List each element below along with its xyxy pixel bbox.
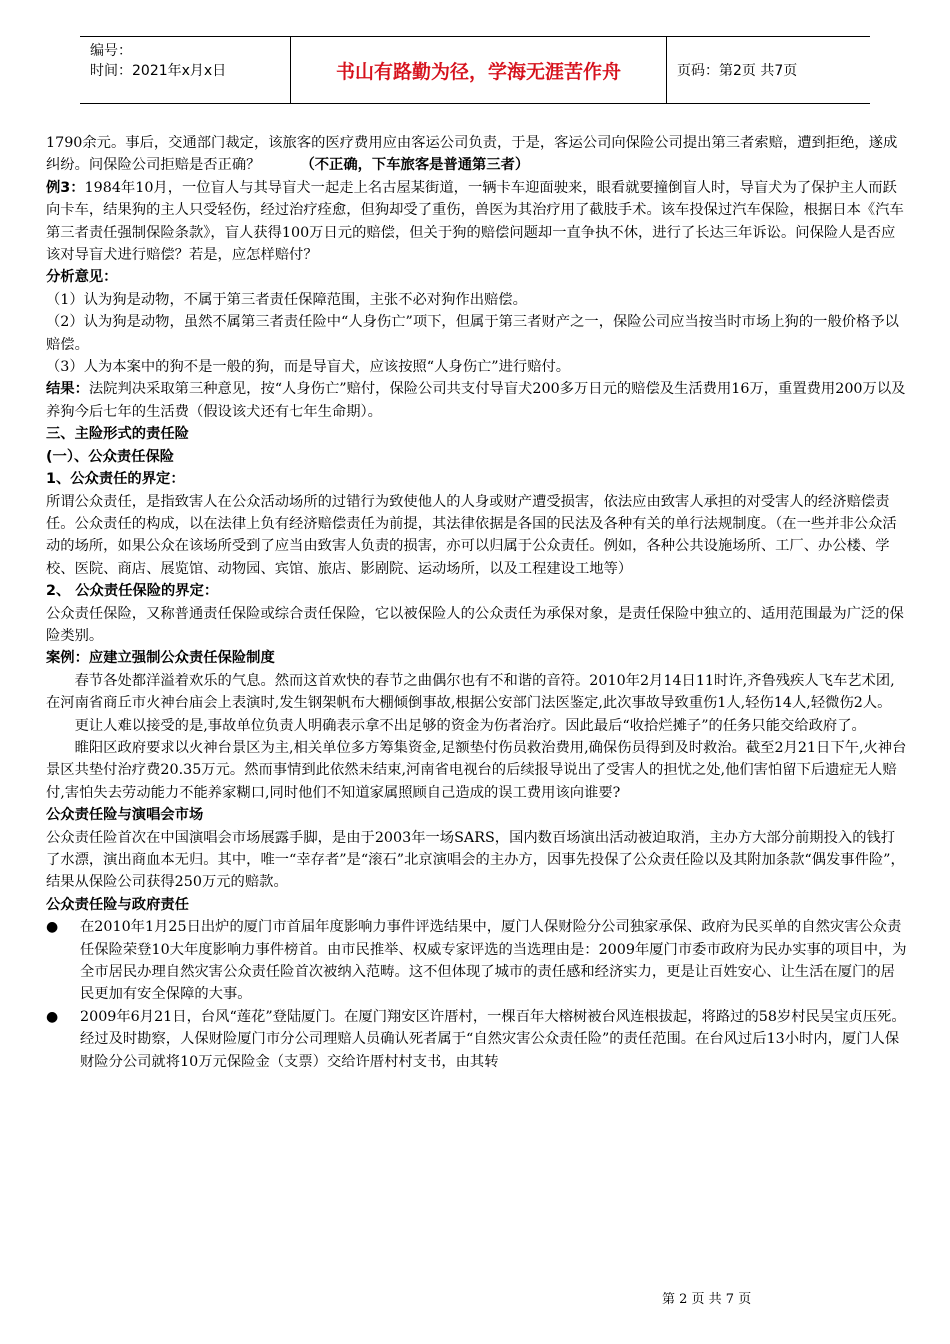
page-footer: 第 2 页 共 7 页 bbox=[662, 1292, 752, 1307]
case-paragraph-2: 更让人难以接受的是,事故单位负责人明确表示拿不出足够的资金为伤者治疗。因此最后“收拾烂摊子”的任务只能交给政府了。 bbox=[74, 717, 866, 734]
paragraph-public-liability-definition: 所谓公众责任，是指致害人在公众活动场所的过错行为致使他人的人身或财产遭受损害，依法应由致害人承担的对受害人的经济赔偿责任。公众责任的构成，以在法律上负有经济赔偿责任为前提，其法律依据是各国的民法及各种有关的单行法规制度。（在一些并非公众活动的场所，如果公众在该场所受到了应当由致害人负责的损害，亦可以归属于公众责任。例如，各种公共设施场所、工厂、办公楼、学校、医院、商店、展览馆、动物园、宾馆、旅店、影剧院、运动场所，以及工程建设工地等） bbox=[46, 493, 897, 577]
bullet-text: 2009年6月21日，台风“莲花”登陆厦门。在厦门翔安区许厝村，一棵百年大榕树被台风连根拔起，将路过的58岁村民吴宝贞压死。经过及时勘察，人保财险厦门市分公司理赔人员确认死者属于“自然灾害公众责任险”的责任范围。在台风过后13小时内，厦门人保财险分公司就将10万元保险金（支票）交给许厝村村支书，由其转 bbox=[80, 1008, 906, 1070]
header-page-number: 页码：第2页 共7页 bbox=[677, 63, 798, 79]
answer-note: （不正确，下车旅客是普通第三者） bbox=[300, 157, 530, 174]
heading-public-liability-definition: 1、公众责任的界定： bbox=[46, 471, 185, 488]
example-3-label: 例3： bbox=[46, 179, 85, 196]
bullet-item-2 bbox=[46, 1006, 908, 1073]
bullet-dot-icon: ● bbox=[46, 1008, 59, 1025]
result-label: 结果： bbox=[46, 381, 89, 398]
paragraph-example-3: 例3：1984年10月，一位盲人与其导盲犬一起走上名古屋某街道，一辆卡车迎面驶来，眼看就要撞倒盲人时，导盲犬为了保护主人而跃向卡车，结果狗的主人只受轻伤，经过治疗痊愈，但狗却受了重伤，兽医为其治疗用了截肢手术。该车投保过汽车保险，根据日本《汽车第三者责任强制保险条款》，盲人获得100万日元的赔偿，但关于狗的赔偿问题却一直争执不休，进行了长达三年诉讼。问保险人是否应该对导盲犬进行赔偿？若是，应怎样赔付？ bbox=[46, 179, 904, 264]
document-time-label: 时间：2021年x月x日 bbox=[90, 63, 227, 79]
case-paragraph-1: 春节各处都洋溢着欢乐的气息。然而这首欢快的春节之曲偶尔也有不和谐的音符。2010年2月14日11时许,齐鲁残疾人飞车艺术团,在河南省商丘市火神台庙会上表演时,发生钢架帆布大棚倾倒事故,根据公安部门法医鉴定,此次事故导致重伤1人,轻伤14人,轻微伤2人。 bbox=[46, 672, 895, 712]
case-heading: 案例：应建立强制公众责任保险制度 bbox=[46, 650, 275, 667]
header-motto: 书山有路勤为径，学海无涯苦作舟 bbox=[290, 37, 667, 103]
section-3-heading: 三、主险形式的责任险 bbox=[46, 426, 189, 443]
bullet-text: 在2010年1月25日出炉的厦门市首届年度影响力事件评选结果中，厦门人保财险分公司独家承保、政府为民买单的自然灾害公众责任保险荣登10大年度影响力事件榜首。由市民推举、权威专家评选的当选理由是：2009年厦门市委市政府为民办实事的项目中，为全市居民办理自然灾害公众责任险首次被纳入范畴。这不但体现了城市的责任感和经济实力，更是让百姓安心、让生活在厦门的居民更加有安全保障的大事。 bbox=[80, 919, 907, 1003]
subsection-1-heading: (一）、公众责任保险 bbox=[46, 448, 175, 465]
document-body bbox=[46, 132, 908, 1073]
case-paragraph-3: 睢阳区政府要求以火神台景区为主,相关单位多方筹集资金,足额垫付伤员救治费用,确保伤员得到及时救治。截至2月21日下午,火神台景区共垫付治疗费20.35万元。然而事情到此依然未结束,河南省电视台的后续报导说出了受害人的担忧之处,他们害怕留下后遗症无人赔付,害怕失去劳动能力不能养家糊口,同时他们不知道家属照顾自己造成的误工费用该向谁要? bbox=[46, 739, 907, 801]
paragraph-result: 结果：法院判决采取第三种意见，按“人身伤亡”赔付，保险公司共支付导盲犬200多万日元的赔偿及生活费用16万，重置费用200万以及养狗今后七年的生活费（假设该犬还有七年生命期）。 bbox=[46, 381, 906, 420]
concert-paragraph: 公众责任险首次在中国演唱会市场展露手脚，是由于2003年一场SARS，国内数百场演出活动被迫取消，主办方大部分前期投入的钱打了水漂，演出商血本无归。其中，唯一“幸存者”是“滚石”北京演唱会的主办方，因事先投保了公众责任险以及其附加条款“偶发事件险”，结果从保险公司获得250万元的赔款。 bbox=[46, 829, 905, 891]
bullet-dot-icon: ● bbox=[46, 919, 59, 936]
concert-heading: 公众责任险与演唱会市场 bbox=[46, 807, 204, 824]
opinion-3: （3）人为本案中的狗不是一般的狗，而是导盲犬，应该按照“人身伤亡”进行赔付。 bbox=[46, 359, 571, 376]
government-heading: 公众责任险与政府责任 bbox=[46, 896, 189, 913]
paragraph-case-continuation: 1790余元。事后，交通部门裁定，该旅客的医疗费用应由客运公司负责，于是，客运公司向保险公司提出第三者索赔，遭到拒绝，遂成纠纷。问保险公司拒赔是否正确？ （不正确，下车旅客是普通第三者） bbox=[46, 135, 898, 174]
analysis-heading: 分析意见： bbox=[46, 269, 118, 286]
document-number-label: 编号： bbox=[90, 43, 132, 59]
heading-public-liability-insurance-definition: 2、 公众责任保险的界定： bbox=[46, 583, 219, 600]
header-meta bbox=[80, 37, 290, 103]
bullet-item-1 bbox=[46, 916, 908, 1006]
page-header bbox=[80, 36, 870, 104]
paragraph-public-liability-insurance-definition: 公众责任保险，又称普通责任保险或综合责任保险，它以被保险人的公众责任为承保对象，是责任保险中独立的、适用范围最为广泛的保险类别。 bbox=[46, 605, 904, 644]
opinion-2: （2）认为狗是动物，虽然不属第三者责任险中“人身伤亡”项下，但属于第三者财产之一，保险公司应当按当时市场上狗的一般价格予以赔偿。 bbox=[46, 314, 899, 353]
opinion-1: （1）认为狗是动物，不属于第三者责任保障范围，主张不必对狗作出赔偿。 bbox=[46, 291, 527, 308]
